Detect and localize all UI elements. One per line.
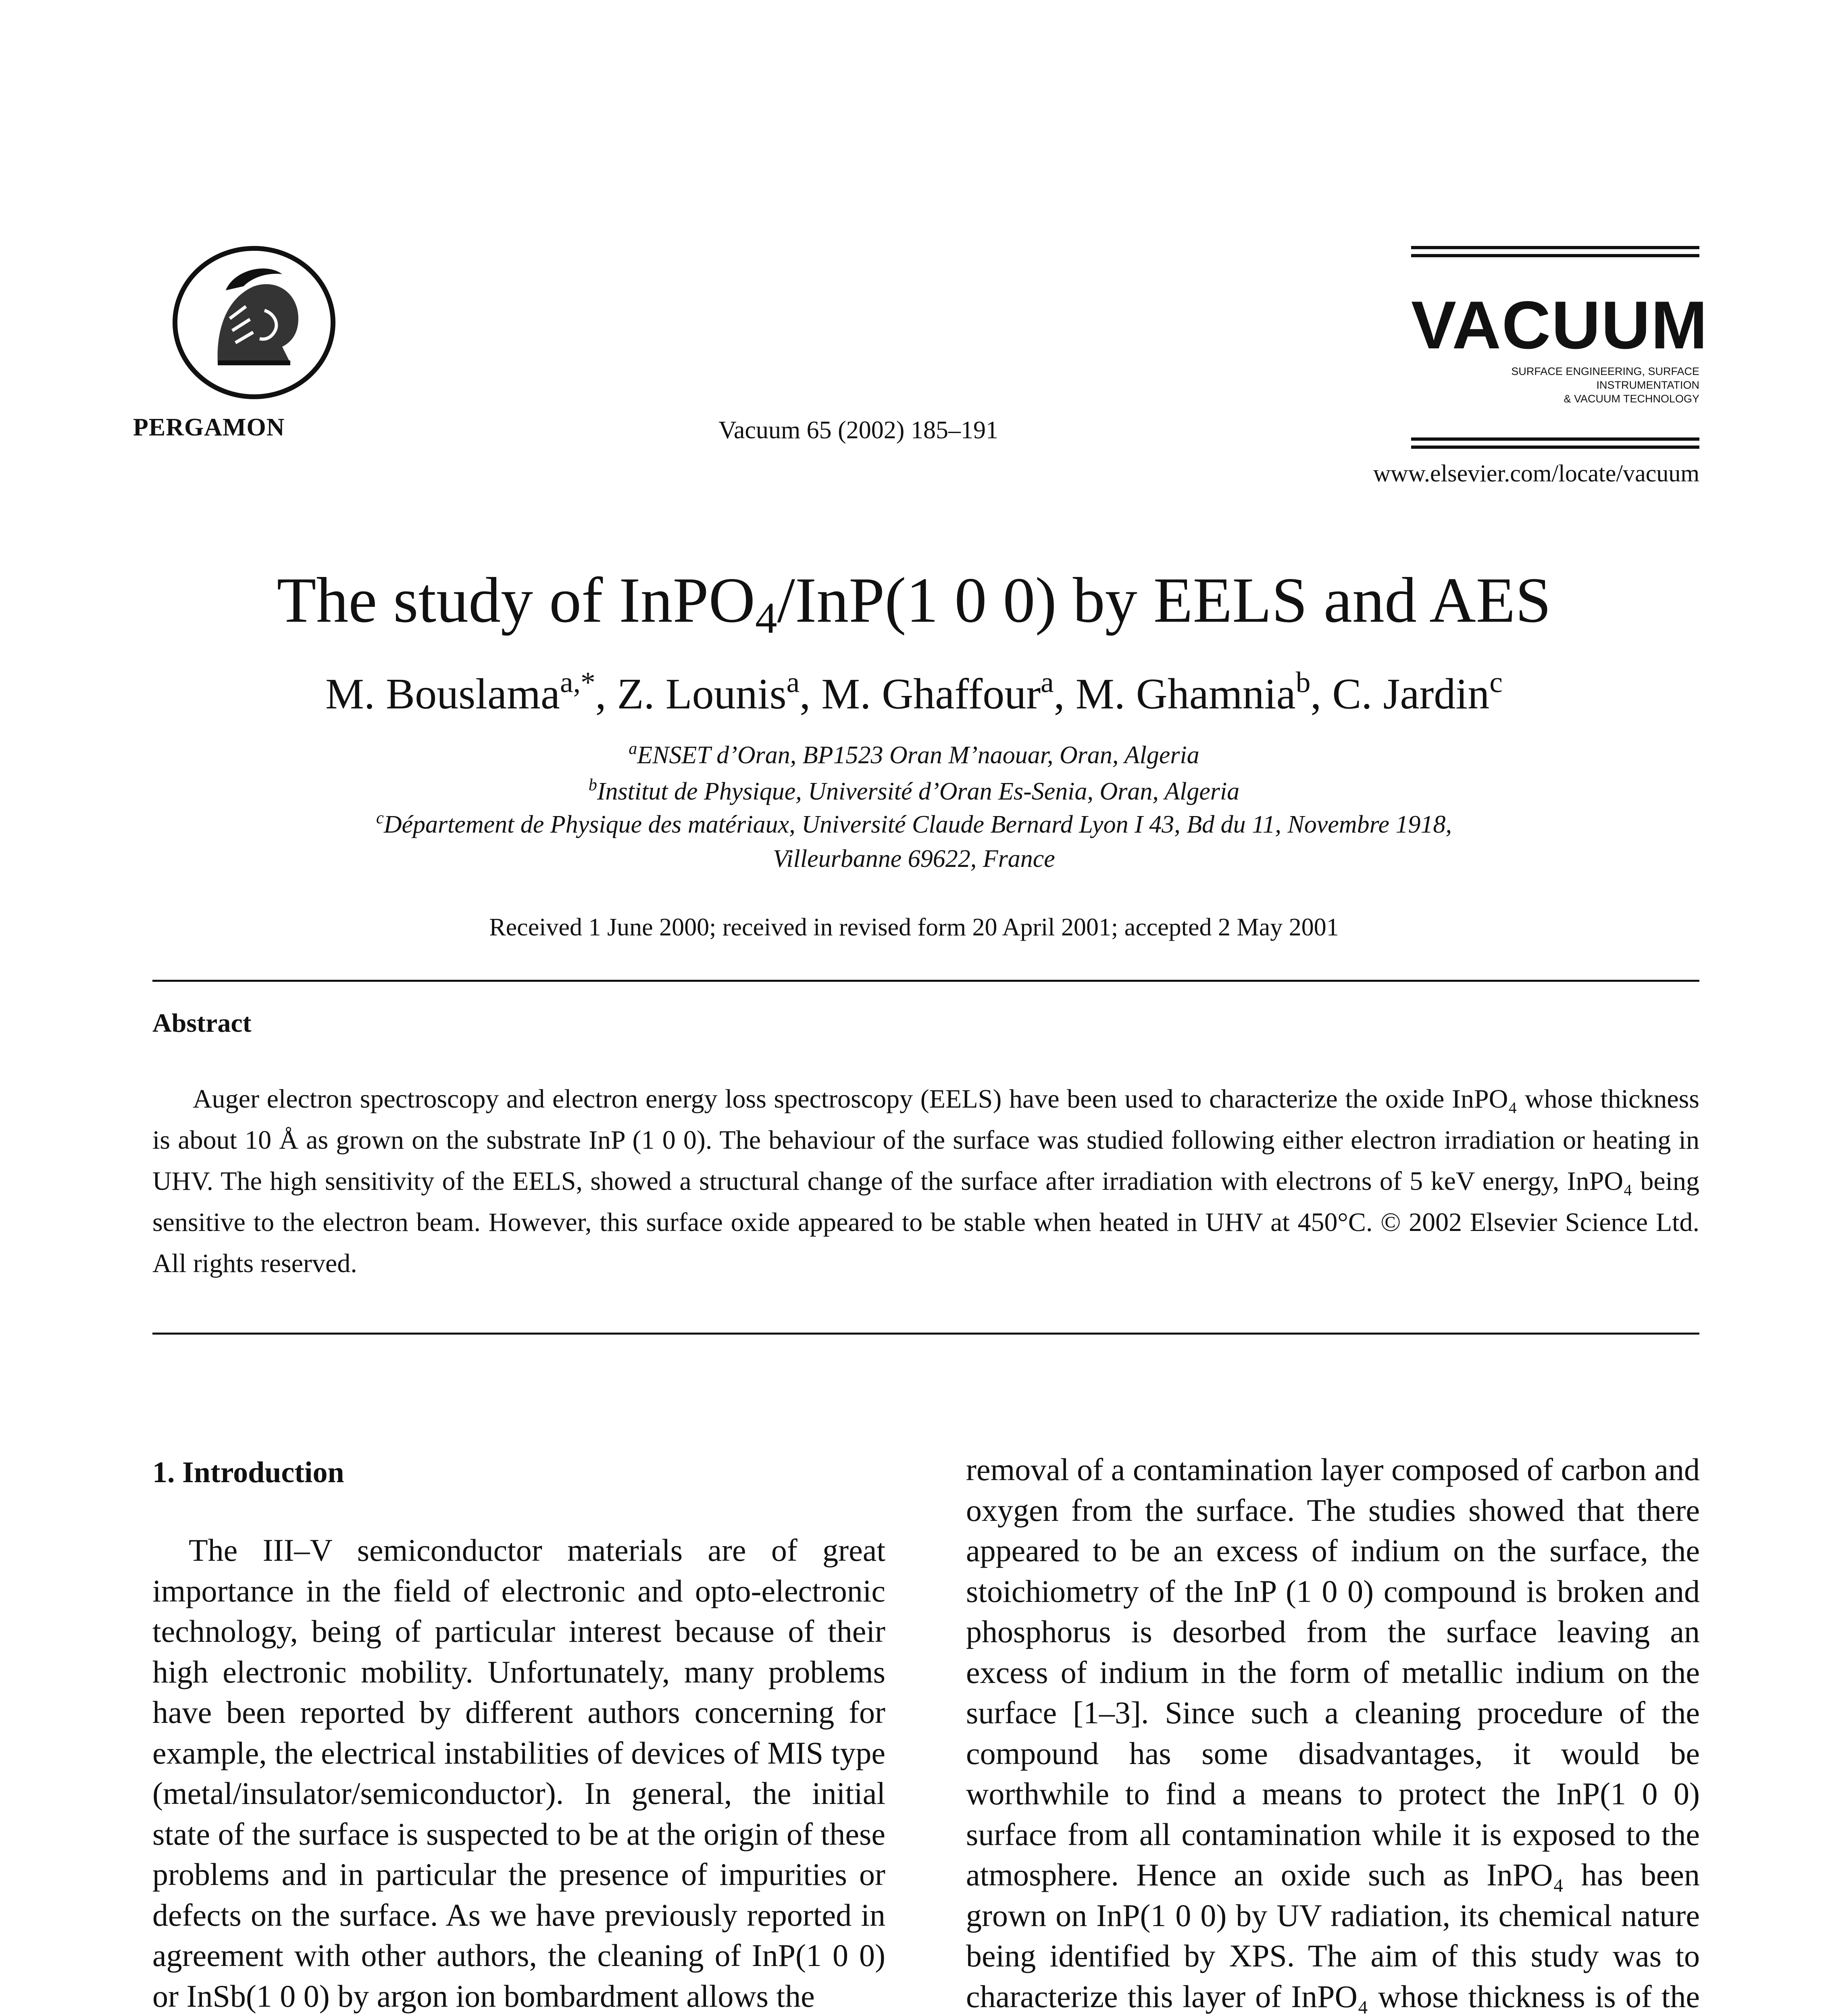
affiliation-text: Villeurbanne 69622, France	[773, 845, 1055, 873]
author-separator: ,	[1053, 670, 1076, 718]
affiliation-mark: a	[629, 739, 637, 758]
abstract-heading: Abstract	[152, 1008, 252, 1038]
journal-citation: Vacuum 65 (2002) 185–191	[718, 417, 998, 444]
affiliation-text: Institut de Physique, Université d’Oran Es-Senia, Oran, Algeria	[597, 778, 1240, 805]
affiliation-mark: c	[376, 808, 384, 827]
author-affiliation-mark: b	[1295, 666, 1311, 699]
article-title	[0, 564, 1828, 643]
author-list	[0, 666, 1828, 719]
affiliation	[0, 741, 1828, 770]
abstract-rule-bottom	[152, 1333, 1699, 1335]
author-separator: ,	[1310, 670, 1332, 718]
abstract-text: Auger electron spectroscopy and electron energy loss spectroscopy (EELS) have been used to characterize the oxide InPO₄ whose thickness is about 10 Å as grown on the substrate InP (1 0 0). The behaviour of the surface was studied following either electron irradiation or heating in UHV. The high sensitivity of the EELS, showed a structural change of the surface after irradiation with electrons of 5 keV energy, InPO₄ being sensitive to the electron beam. However, this surface oxide appeared to be stable when heated in UHV at 450°C. © 2002 Elsevier Science Ltd. All rights reserved.	[152, 1084, 1699, 1278]
author-affiliation-mark: a,*	[560, 666, 595, 699]
title-part: /InP(1 0 0) by EELS and AES	[777, 564, 1551, 636]
author-separator: ,	[799, 670, 822, 718]
body-column-right: removal of a contamination layer composed of carbon and oxygen from the surface. The studies showed that there appeared to be an excess of indium on the surface, the stoichiometry of the InP (1 0 0) compound is broken and phosphorus is desorbed from the surface leaving an excess of indium in the form of metallic indium on the surface [1–3]. Since such a cleaning procedure of the compound has some disadvantages, it would be worthwhile to find a means to protect the InP(1 0 0) surface from all contamination while it is exposed to the atmosphere. Hence an oxide such as InPO₄ has been grown on InP(1 0 0) by UV radiation, its chemical nature being identified by XPS. The aim of this study was to characterize this layer of InPO₄ whose thickness is of the	[966, 1452, 1700, 2014]
title-part: The study of InPO	[277, 564, 756, 636]
journal-rule-bottom-2	[1411, 446, 1699, 449]
journal-title: VACUUM	[1411, 287, 1708, 363]
affiliation-mark: b	[588, 775, 597, 794]
author-name: Z. Lounis	[617, 670, 787, 718]
section-heading: 1. Introduction	[152, 1456, 344, 1489]
abstract-rule-top	[152, 980, 1699, 982]
affiliation	[0, 845, 1828, 873]
affiliation	[0, 777, 1828, 806]
body-column-left: The III–V semiconductor materials are of great importance in the field of electronic and opto-electronic technology, being of particular interest because of their high electronic mobility. Unfortunately, many problems have been reported by different authors concerning for example, the electrical instabilities of devices of MIS type (metal/insulator/semiconductor). In general, the initial state of the surface is suspected to be at the origin of these problems and in particular the presence of impurities or defects on the surface. As we have previously reported in agreement with other authors, the cleaning of InP(1 0 0) or InSb(1 0 0) by argon ion bombardment allows the	[152, 1533, 885, 2014]
author-name: M. Ghaffour	[821, 670, 1041, 718]
affiliation-text: ENSET d’Oran, BP1523 Oran M’naouar, Oran, Algeria	[637, 741, 1199, 769]
author-affiliation-mark: c	[1489, 666, 1503, 699]
author-affiliation-mark: a	[786, 666, 800, 699]
publisher-name: PERGAMON	[133, 414, 285, 441]
journal-rule-top	[1411, 246, 1699, 249]
journal-subtitle: SURFACE ENGINEERING, SURFACE INSTRUMENTATION & VACUUM TECHNOLOGY	[1511, 365, 1699, 405]
pergamon-logo	[169, 242, 339, 403]
journal-rule-top-2	[1411, 254, 1699, 257]
author-name: M. Ghamnia	[1075, 670, 1296, 718]
author-separator: ,	[595, 670, 617, 718]
affiliation	[0, 810, 1828, 839]
title-subscript: 4	[755, 594, 777, 643]
journal-rule-bottom	[1411, 437, 1699, 441]
author-name: C. Jardin	[1332, 670, 1490, 718]
affiliation-text: Département de Physique des matériaux, Université Claude Bernard Lyon I 43, Bd du 11, Novembre 1918,	[383, 811, 1452, 838]
received-dates: Received 1 June 2000; received in revised form 20 April 2001; accepted 2 May 2001	[489, 914, 1339, 941]
journal-url[interactable]: www.elsevier.com/locate/vacuum	[1373, 460, 1699, 487]
author-name: M. Bouslama	[325, 670, 560, 718]
author-affiliation-mark: a	[1041, 666, 1054, 699]
